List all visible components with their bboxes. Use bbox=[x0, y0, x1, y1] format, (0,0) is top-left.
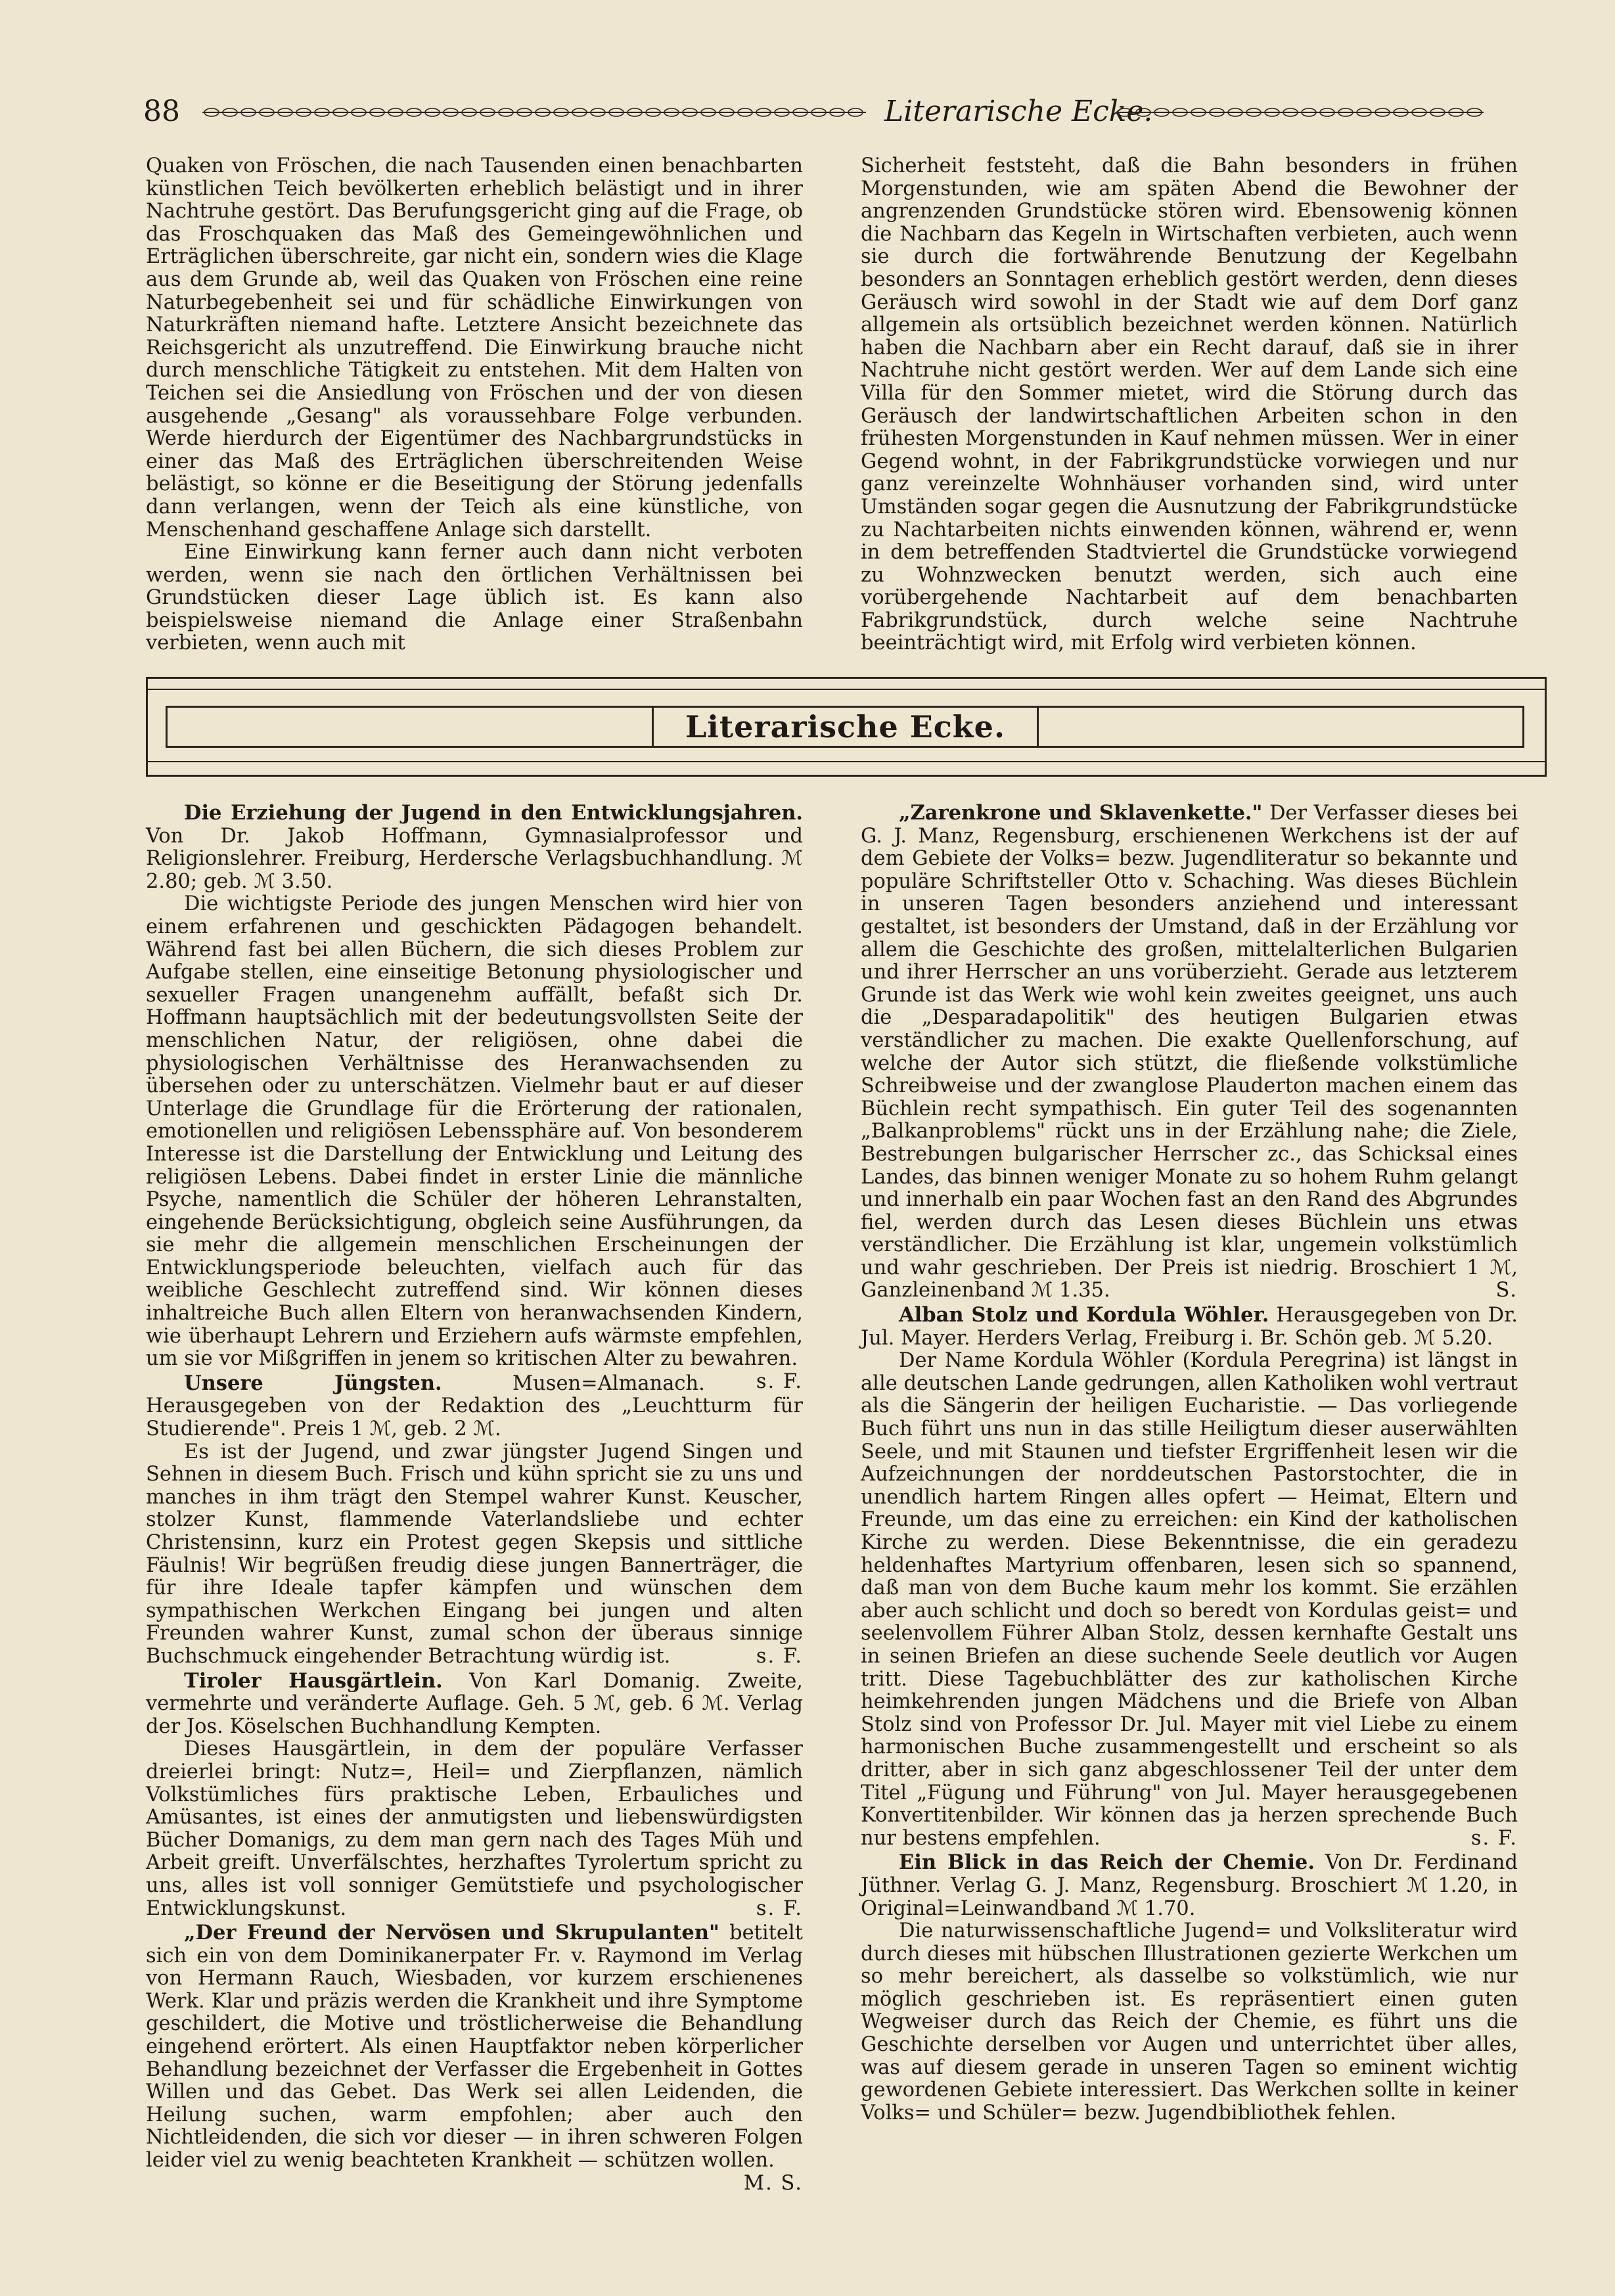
review-title: Ein Blick in das Reich der Chemie. bbox=[899, 1850, 1315, 1875]
review-body-text: Dieses Hausgärtlein, in dem der populäre Verfasser dreierlei bringt: Nutz=, Heil= und Zierpflanzen, nämlich Volkstümliches fürs praktische Leben, Erbauliches und Amüsantes, ist eines der anmutigsten und liebenswürdigsten Bücher Domanigs, zu dem man gern nach des Tages Müh und Arbeit greift. Unverfälschtes, herzhaftes Tyrolertum spricht zu uns, alles ist voll sonniger Gemütstiefe und psychologischer Entwicklungskunst. bbox=[146, 1737, 803, 1920]
review-meta: Herausgegeben von Dr. Jul. Mayer. Herders Verlag, Freiburg i. Br. Schön geb. ℳ 5.20. bbox=[861, 1304, 1518, 1350]
review-body bbox=[146, 1441, 803, 1668]
review-signature: s. F. bbox=[756, 1369, 803, 1393]
review-body-text: Es ist der Jugend, und zwar jüngster Jugend Singen und Sehnen in diesem Buch. Frisch und kühn spricht sie zu uns und manches in ihm trägt den Stempel wahrer Kunst. Keuscher, stolzer Kunst, flammende Vaterlandsliebe und echter Christensinn, kurz ein Protest gegen Skepsis und sittliche Fäulnis! Wir begrüßen freudig diese jungen Bannerträger, die für ihre Ideale tapfer kämpfen und wünschen dem sympathischen Werkchen Eingang bei jungen und alten Freunden wahrer Kunst, zumal schon der überaus sinnige Buchschmuck eingehender Betrachtung würdig ist. bbox=[146, 1440, 803, 1668]
review-meta: Von Karl Domanig. Zweite, vermehrte und veränderte Auflage. Geh. 5 ℳ, geb. 6 ℳ. Verlag der Jos. Köselschen Buchhandlung Kempten. bbox=[146, 1669, 803, 1738]
top-right-column bbox=[861, 155, 1518, 655]
review-body-text: Die wichtigste Periode des jungen Menschen wird hier von einem erfahrenen und geschickten Pädagogen behandelt. Während fast bei allen Büchern, die sich dieses Problem zur Aufgabe stellen, eine einseitige Betonung physiologischer und sexueller Fragen unangenehm auffällt, befaßt sich Dr. Hoffmann hauptsächlich mit der bedeutungsvollsten Seite der menschlichen Natur, der religiösen, ohne dabei die physiologischen Verhältnisse des Heranwachsenden zu übersehen oder zu unterschätzen. Vielmehr baut er auf dieser Unterlage die Grundlage für die Erörterung der rationalen, emotionellen und religiösen Lebenssphäre auf. Von besonderem Interesse ist die Darstellung der Entwicklung und Leitung des religiösen Lebens. Dabei findet in erster Linie die männliche Psyche, namentlich die Schüler der höheren Lehranstalten, eingehende Berücksichtigung, obgleich seine Ausführungen, da sie mehr die allgemein menschlichen Erscheinungen der Entwicklungsperiode beleuchten, vielfach auch für das weibliche Geschlecht zutreffend sind. Wir können dieses inhaltreiche Buch allen Eltern von heranwachsenden Kindern, wie überhaupt Lehrern und Erziehern aufs wärmste empfehlen, um sie vor Mißgriffen in jenem so kritischen Alter zu bewahren. bbox=[146, 892, 803, 1371]
review-title: Alban Stolz und Kordula Wöhler. bbox=[899, 1303, 1269, 1327]
review-heading bbox=[146, 1921, 803, 2195]
review-title: „Zarenkrone und Sklavenkette." bbox=[899, 801, 1263, 825]
running-header bbox=[143, 92, 1484, 131]
review-body-text: Der Name Kordula Wöhler (Kordula Peregrina) ist längst in alle deutschen Lande gedrungen, allen Katholiken wohl vertraut als die Sängerin der heiligen Eucharistie. — Das vorliegende Buch führt uns nun in das stille Heiligtum dieser auserwählten Seele, und mit Staunen und tiefster Ergriffenheit lesen wir die Aufzeichnungen der norddeutschen Pastorstochter, die in unendlich hartem Ringen alles opfert — Heimat, Eltern und Freunde, um das eine zu erreichen: ein Kind der katholischen Kirche zu werden. Diese Bekenntnisse, die ein geradezu heldenhaftes Martyrium offenbaren, lesen sich so spannend, daß man von dem Buche kaum mehr los kommt. Sie erzählen aber auch schlicht und doch so beredt von Kordulas geist= und seelenvollem Führer Alban Stolz, dessen kernhafte Gestalt uns in seinen Briefen an diese suchende Seele deutlich vor Augen tritt. Diese Tagebuchblätter des zur katholischen Kirche heimkehrenden jungen Mädchens und die Briefe von Alban Stolz sind von Professor Dr. Jul. Mayer mit viel Liebe zu einem harmonischen Buche zusammengestellt und erscheint so als dritter, aber in sich ganz abgeschlossener Teil der unter dem Titel „Fügung und Führung" von Jul. Mayer herausgegebenen Konvertitenbilder. Wir können das ja herzen sprechende Buch nur bestens empfehlen. bbox=[861, 1349, 1518, 1850]
reviews-right-column bbox=[861, 800, 1518, 2124]
review-title: „Der Freund der Nervösen und Skrupulanten" bbox=[184, 1921, 719, 1945]
review-title: Tiroler Hausgärtlein. bbox=[184, 1668, 443, 1693]
top-left-para-2: Eine Einwirkung kann ferner auch dann nicht verboten werden, wenn sie nach den örtlichen Verhältnissen bei Grundstücken dieser Lage üblich ist. Es kann also beispielsweise niemand die Anlage einer Straßenbahn verbieten, wenn auch mit bbox=[146, 541, 803, 655]
review-body-text: Die naturwissenschaftliche Jugend= und Volksliteratur wird durch dieses mit hübschen Illustrationen gezierte Werkchen um so mehr bereichert, als dasselbe so volkstümlich, wie nur möglich geschrieben ist. Es repräsentiert einen guten Wegweiser durch das Reich der Chemie, es führt uns die Geschichte derselben vor Augen und unterrichtet über alles, was auf diesem gerade in unseren Tagen so eminent wichtig gewordenen Gebiete interessiert. Das Werkchen sollte in keiner Volks= und Schüler= bezw. Jugendbibliothek fehlen. bbox=[861, 1919, 1518, 2124]
reviews-left-column bbox=[146, 800, 803, 2195]
review-heading bbox=[146, 802, 803, 893]
page-number: 88 bbox=[143, 95, 180, 128]
top-left-para-1: Quaken von Fröschen, die nach Tausenden einen benachbarten künstlichen Teich bevölkerten erheblich belästigt und in ihrer Nachtruhe gestört. Das Berufungsgericht ging auf die Frage, ob das Froschquaken das Maß des Gemeingewöhnlichen und Erträglichen überschreite, gar nicht ein, sondern wies die Klage aus dem Grunde ab, weil das Quaken von Fröschen eine reine Naturbegebenheit sei und für schädliche Einwirkungen von Naturkräften niemand hafte. Letztere Ansicht bezeichnete das Reichsgericht als unzutreffend. Die Einwirkung brauche nicht durch menschliche Tätigkeit zu entstehen. Mit dem Halten von Teichen sei die Ansiedlung von Fröschen und der von diesen ausgehende „Gesang" als voraussehbare Folge verbunden. Werde hierdurch der Eigentümer des Nachbargrundstücks in einer das Maß des Erträglichen überschreitenden Weise belästigt, so könne er die Beseitigung der Störung jedenfalls dann verlangen, wenn der Teich als eine künstliche, von Menschenhand geschaffene Anlage sich darstellt. bbox=[146, 154, 803, 541]
section-banner bbox=[146, 677, 1545, 775]
review-signature: M. S. bbox=[743, 2171, 803, 2195]
review-meta: Von Dr. Jakob Hoffmann, Gymnasialprofessor und Religionslehrer. Freiburg, Herdersche Verlagsbuchhandlung. ℳ 2.80; geb. ℳ 3.50. bbox=[146, 824, 803, 893]
review-body bbox=[861, 1350, 1518, 1850]
review-title: Die Erziehung der Jugend in den Entwicklungsjahren. bbox=[184, 801, 803, 825]
review-signature: s. F. bbox=[1470, 1826, 1518, 1850]
review-meta: betitelt sich ein von dem Dominikanerpater Fr. v. Raymond im Verlag von Hermann Rauch, Wiesbaden, vor kurzem erschienenes Werk. Klar und präzis werden die Krankheit und ihre Symptome geschildert, die Motive und tröstlicherweise die Behandlung eingehend erörtert. Als einen Hauptfaktor neben körperlicher Behandlung bezeichnet der Verfasser die Ergebenheit in Gottes Willen und das Gebet. Das Werk sei allen Leidenden, die Heilung suchen, warm empfohlen; aber auch den Nichtleidenden, die sich vor dieser — in ihren schweren Folgen leider viel zu wenig beachteten Krankheit — schützen wollen. bbox=[146, 1921, 803, 2172]
running-title: Literarische Ecke. bbox=[884, 95, 1153, 128]
top-left-column bbox=[146, 155, 803, 655]
review-body bbox=[146, 1738, 803, 1920]
review-signature: s. F. bbox=[756, 1644, 803, 1668]
review-body bbox=[861, 1920, 1518, 2124]
review-heading bbox=[861, 1304, 1518, 1350]
review-meta: Der Verfasser dieses bei G. J. Manz, Regensburg, erschienenen Werkchens ist der auf dem Gebiete der Volks= bezw. Jugendliteratur so bekannte und populäre Schriftsteller Otto v. Schaching. Was dieses Büchlein in unseren Tagen besonders anziehend und interessant gestaltet, ist besonders der Umstand, daß in der Erzählung vor allem die Geschichte des großen, mittelalterlichen Bulgarien und ihrer Herrscher an uns vorüberzieht. Gerade aus letzterem Grunde ist das Werk wie wohl kein zweites geeignet, uns auch die „Desparadapolitik" des heutigen Bulgarien etwas verständlicher zu machen. Die exakte Quellenforschung, auf welche der Autor sich stützt, die fließende volkstümliche Schreibweise und der zwanglose Plauderton machen einem das Büchlein recht sympathisch. Ein guter Teil des sogenannten „Balkanproblems" rückt uns in der Erzählung nahe; die Ziele, Bestrebungen bulgarischer Herrscher zc., das Schicksal eines Landes, das binnen weniger Monate zu so hohem Ruhm gelangt und innerhalb ein paar Wochen fast an den Rand des Abgrundes fiel, werden durch das Lesen dieses Büchlein uns etwas verständlicher. Die Erzählung ist klar, ungemein volkstümlich und wahr geschrieben. Der Preis ist niedrig. Broschiert 1 ℳ, Ganzleinenband ℳ 1.35. bbox=[861, 802, 1518, 1302]
review-signature: s. F. bbox=[756, 1896, 803, 1920]
review-heading bbox=[146, 1369, 803, 1441]
review-title: Unsere Jüngsten. bbox=[184, 1371, 442, 1395]
section-title: Literarische Ecke. bbox=[685, 709, 1005, 745]
review-heading bbox=[861, 1851, 1518, 1920]
header-ornament-left bbox=[202, 106, 866, 118]
banner-divider-right bbox=[1037, 706, 1039, 748]
review-signature: S. bbox=[1495, 1279, 1518, 1302]
header-ornament-right bbox=[1116, 106, 1484, 118]
review-meta: Von Dr. Ferdinand Jüthner. Verlag G. J. Manz, Regensburg. Broschiert ℳ 1.20, in Original=Leinwandband ℳ 1.70. bbox=[861, 1851, 1518, 1920]
review-heading bbox=[146, 1670, 803, 1739]
review-meta: Musen=Almanach. Herausgegeben von der Redaktion des „Leuchtturm für Studierende". Preis 1 ℳ, geb. 2 ℳ. bbox=[146, 1371, 803, 1441]
review-heading bbox=[861, 802, 1518, 1302]
top-right-para-1: Sicherheit feststeht, daß die Bahn besonders in frühen Morgenstunden, wie am späten Abend die Bewohner der angrenzenden Grundstücke stören wird. Ebensowenig können die Nachbarn das Kegeln in Wirtschaften verbieten, auch wenn sie durch die fortwährende Benutzung der Kegelbahn besonders an Sonntagen erheblich gestört werden, denn dieses Geräusch wird sowohl in der Stadt wie auf dem Dorf ganz allgemein als ortsüblich bezeichnet werden können. Natürlich haben die Nachbarn aber ein Recht darauf, daß sie in ihrer Nachtruhe nicht gestört werden. Wer auf dem Lande sich eine Villa für den Sommer mietet, wird die Störung durch das Geräusch der landwirtschaftlichen Arbeiten schon in den frühesten Morgenstunden in Kauf nehmen müssen. Wer in einer Gegend wohnt, in der Fabrikgrundstücke vorwiegen und nur ganz vereinzelte Wohnhäuser vorhanden sind, wird unter Umständen sogar gegen die Ausnutzung der Fabrikgrundstücke zu Nachtarbeiten nichts einwenden können, während er, wenn in dem betreffenden Stadtviertel die Grundstücke vorwiegend zu Wohnzwecken benutzt werden, sich auch eine vorübergehende Nachtarbeit auf dem benachbarten Fabrikgrundstück, durch welche seine Nachtruhe beeinträchtigt wird, mit Erfolg wird verbieten können. bbox=[861, 154, 1518, 655]
